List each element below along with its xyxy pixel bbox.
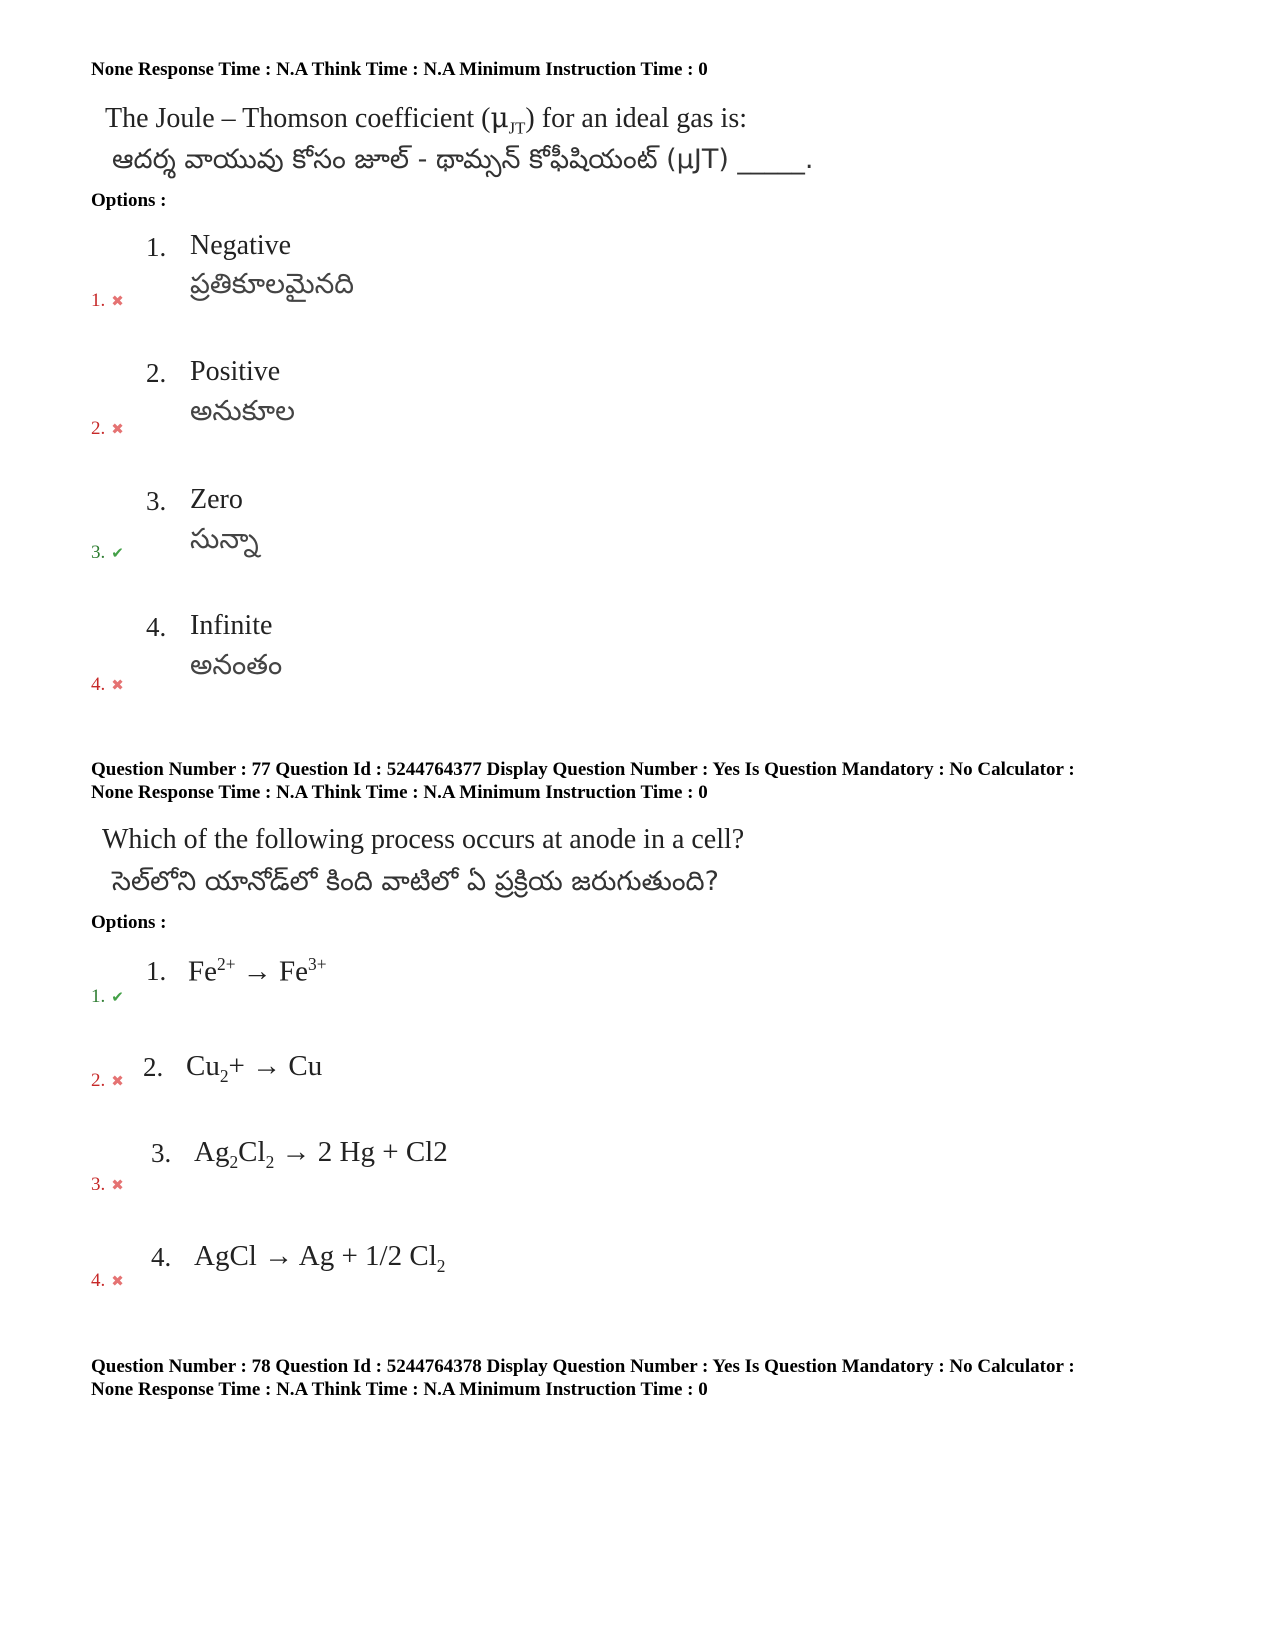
q77-meta-line-1: Question Number : 77 Question Id : 5244764377 Display Question Number : Yes Is Question Mandatory : No Calculator : <box>91 759 1075 780</box>
q76-option-2-english: Positive <box>190 356 281 387</box>
q76-option-2-marker: 2. ✖ <box>91 418 124 439</box>
correct-check-icon: ✔ <box>111 544 124 562</box>
q77-option-2-marker: 2. ✖ <box>91 1070 124 1091</box>
q76-option-2-number: 2. <box>146 358 167 388</box>
q77-question-telugu: సెల్‌లోని యానోడ్‌లో కింది వాటిలో ఏ ప్రక్రియ జరుగుతుంది? <box>112 866 719 897</box>
q76-option-4-number: 4. <box>146 612 167 642</box>
wrong-icon: ✖ <box>111 1272 124 1290</box>
q77-option-3-marker: 3. ✖ <box>91 1174 124 1195</box>
q76-option-3-telugu: సున్నా <box>190 522 259 555</box>
wrong-icon: ✖ <box>111 292 124 310</box>
q76-option-3-english: Zero <box>190 484 243 515</box>
q77-option-1-formula: $Fe^{2+} \to Fe^{3+}$ <box>188 954 327 988</box>
q77-option-4-marker: 4. ✖ <box>91 1270 124 1291</box>
q78-meta-line-2: None Response Time : N.A Think Time : N.A Minimum Instruction Time : 0 <box>91 1379 708 1400</box>
q77-question-english: Which of the following process occurs at anode in a cell? <box>102 824 745 855</box>
wrong-icon: ✖ <box>111 1176 124 1194</box>
q77-option-4-number: 4. <box>151 1242 172 1272</box>
q77-option-3-formula: $Ag_2Cl_2 \to 2$ Hg + Cl2 <box>194 1136 448 1172</box>
q77-option-1-marker: 1. ✔ <box>91 986 124 1007</box>
q76-option-1-number: 1. <box>146 232 167 262</box>
q77-options-label: Options : <box>91 912 167 933</box>
q77-meta-line-2: None Response Time : N.A Think Time : N.A Minimum Instruction Time : 0 <box>91 782 708 803</box>
q77-option-2-formula: $Cu_2+ \to Cu$ <box>186 1050 323 1086</box>
q77-option-3-number: 3. <box>151 1138 172 1168</box>
q76-option-1-english: Negative <box>190 230 292 261</box>
wrong-icon: ✖ <box>111 676 124 694</box>
q76-option-1-telugu: ప్రతికూలమైనది <box>190 267 355 300</box>
q77-option-1-number: 1. <box>146 956 167 986</box>
q77-option-4-formula: AgCl → Ag + 1/2 $Cl_2$ <box>194 1240 446 1276</box>
q76-options-label: Options : <box>91 190 167 211</box>
q77-option-2-number: 2. <box>143 1052 164 1082</box>
q76-option-3-marker: 3. ✔ <box>91 542 124 563</box>
correct-check-icon: ✔ <box>111 988 124 1006</box>
q76-option-3-number: 3. <box>146 486 167 516</box>
wrong-icon: ✖ <box>111 1072 124 1090</box>
wrong-icon: ✖ <box>111 420 124 438</box>
q76-option-2-telugu: అనుకూల <box>190 394 295 427</box>
q78-meta-line-1: Question Number : 78 Question Id : 5244764378 Display Question Number : Yes Is Question Mandatory : No Calculator : <box>91 1356 1075 1377</box>
q76-option-4-english: Infinite <box>190 610 273 641</box>
q76-option-4-telugu: అనంతం <box>190 648 283 681</box>
q76-option-4-marker: 4. ✖ <box>91 674 124 695</box>
q76-question-telugu: ఆదర్శ వాయువు కోసం జూల్ - థామ్సన్ కోఫీషియంట్ (μJT) _____. <box>112 144 814 175</box>
q76-option-1-marker: 1. ✖ <box>91 290 124 311</box>
q76-question-english: The Joule – Thomson coefficient $(\mu_{JT})$ for an ideal gas is: <box>105 101 748 138</box>
q76-meta-line: None Response Time : N.A Think Time : N.A Minimum Instruction Time : 0 <box>91 59 708 80</box>
